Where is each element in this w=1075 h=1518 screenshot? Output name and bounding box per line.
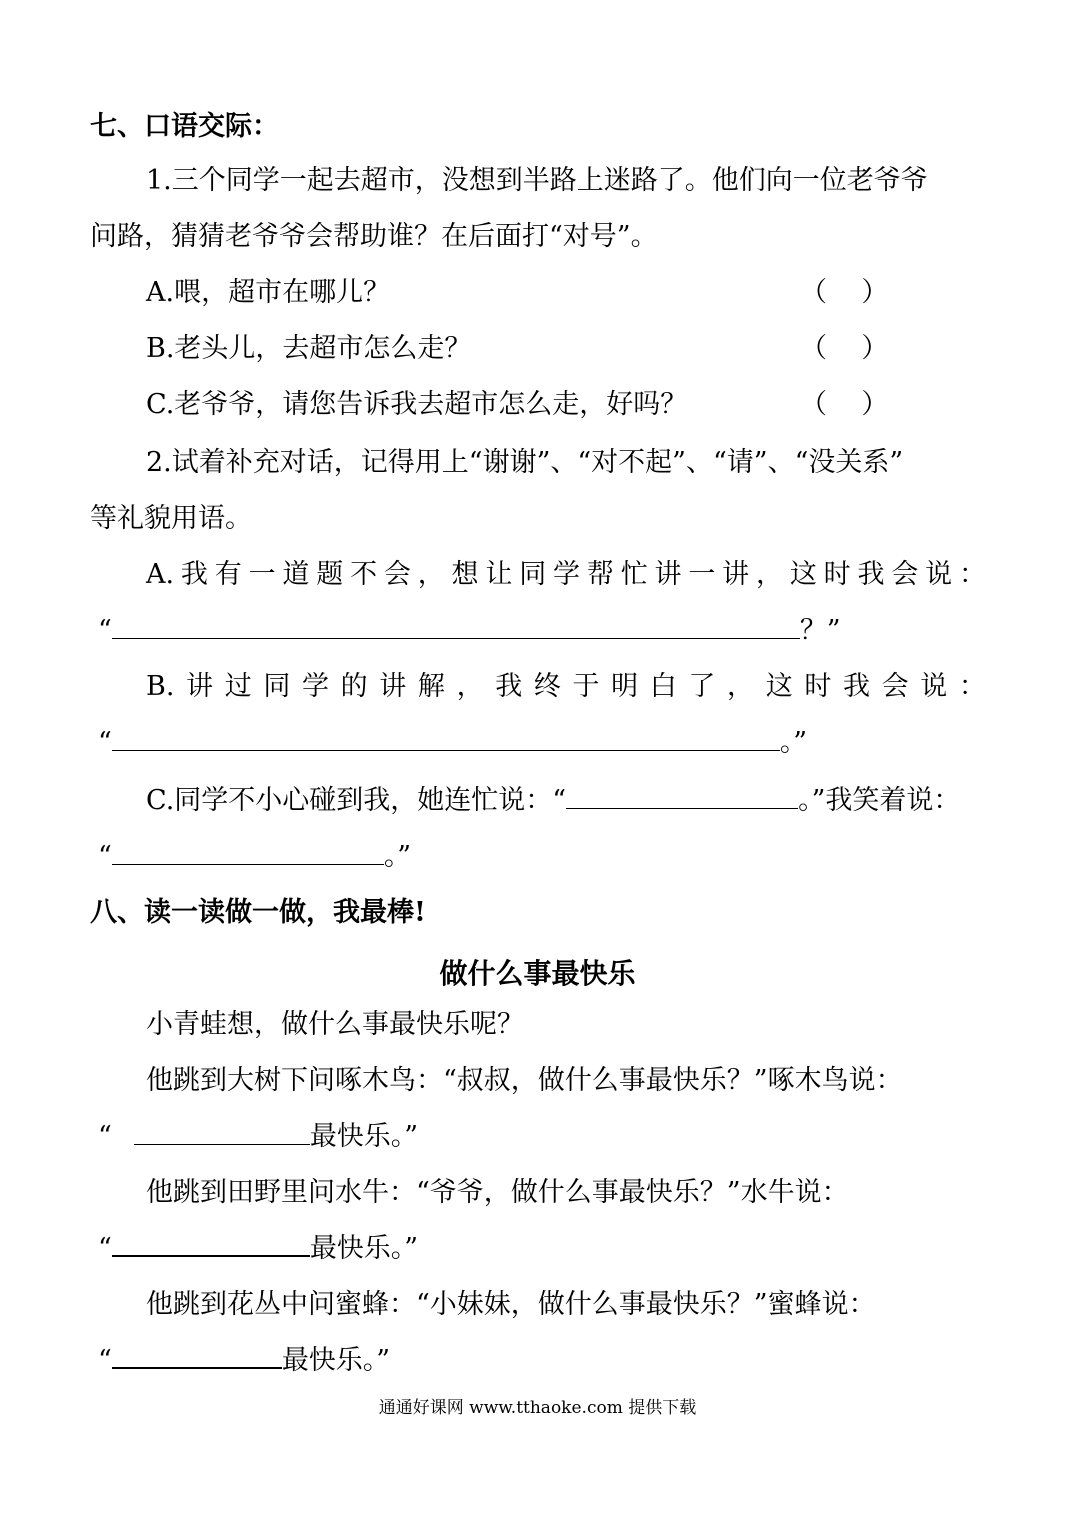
dialog-c-blank-2[interactable]	[112, 842, 384, 865]
section-7-heading: 七、口语交际：	[90, 111, 279, 142]
story-paragraph-1: 小青蛙想，做什么事最快乐呢？	[146, 1009, 524, 1040]
story-paragraph-4: 他跳到花丛中问蜜蜂：“小妹妹，做什么事最快乐？”蜜蜂说：	[146, 1289, 876, 1320]
story-paragraph-2: 他跳到大树下问啄木鸟：“叔叔，做什么事最快乐？”啄木鸟说：	[146, 1065, 903, 1096]
question-2-line-1: 2.试着补充对话，记得用上“谢谢”、“对不起”、“请”、“没关系”	[146, 447, 904, 478]
question-2-line-2: 等礼貌用语。	[90, 503, 252, 534]
woodpecker-answer-blank[interactable]	[134, 1122, 310, 1145]
story-paragraph-3: 他跳到田野里问水牛：“爷爷，做什么事最快乐？”水牛说：	[146, 1177, 849, 1208]
dialog-c-blank-1[interactable]	[566, 786, 798, 809]
bee-answer-line: “ 最快乐。”	[98, 1345, 391, 1376]
woodpecker-answer-line: “ 最快乐。”	[98, 1121, 419, 1152]
bee-answer-blank[interactable]	[112, 1345, 282, 1369]
dialog-a-answer-line: “ ？”	[98, 615, 841, 646]
dialog-a-blank[interactable]	[112, 616, 800, 639]
dialog-c-line-1: C.同学不小心碰到我，她连忙说：“ 。”我笑着说：	[146, 785, 961, 816]
section-8-heading: 八、读一读做一做，我最棒!	[90, 897, 426, 928]
story-title: 做什么事最快乐	[439, 957, 636, 990]
question-1-line-1: 1.三个同学一起去超市，没想到半路上迷路了。他们向一位老爷爷	[146, 165, 928, 196]
water-buffalo-answer-blank[interactable]	[112, 1233, 310, 1257]
dialog-b-prompt: B. 讲 过 同 学 的 讲 解 ， 我 终 于 明 白 了 ， 这 时 我 会 说 ：	[146, 671, 986, 702]
footer-source: 通通好课网 www.tthaoke.com 提供下载	[378, 1398, 697, 1418]
option-c-answer-blank[interactable]: （ ）	[800, 389, 889, 420]
dialog-b-blank[interactable]	[112, 728, 780, 751]
option-a-answer-blank[interactable]: （ ）	[800, 277, 889, 308]
option-c: C.老爷爷，请您告诉我去超市怎么走，好吗？	[146, 389, 688, 420]
dialog-a-prompt: A. 我 有 一 道 题 不 会 ， 想 让 同 学 帮 忙 讲 一 讲 ， 这 时 我 会 说 ：	[146, 559, 986, 590]
question-1-line-2: 问路，猜猜老爷爷会帮助谁？在后面打“对号”。	[90, 221, 658, 252]
option-a: A.喂，超市在哪儿？	[146, 277, 391, 308]
water-buffalo-answer-line: “ 最快乐。”	[98, 1233, 419, 1264]
option-b-answer-blank[interactable]: （ ）	[800, 333, 889, 364]
dialog-b-answer-line: “ 。”	[98, 727, 808, 758]
dialog-c-line-2: “ 。”	[98, 841, 412, 872]
option-b: B.老头儿，去超市怎么走？	[146, 333, 472, 364]
